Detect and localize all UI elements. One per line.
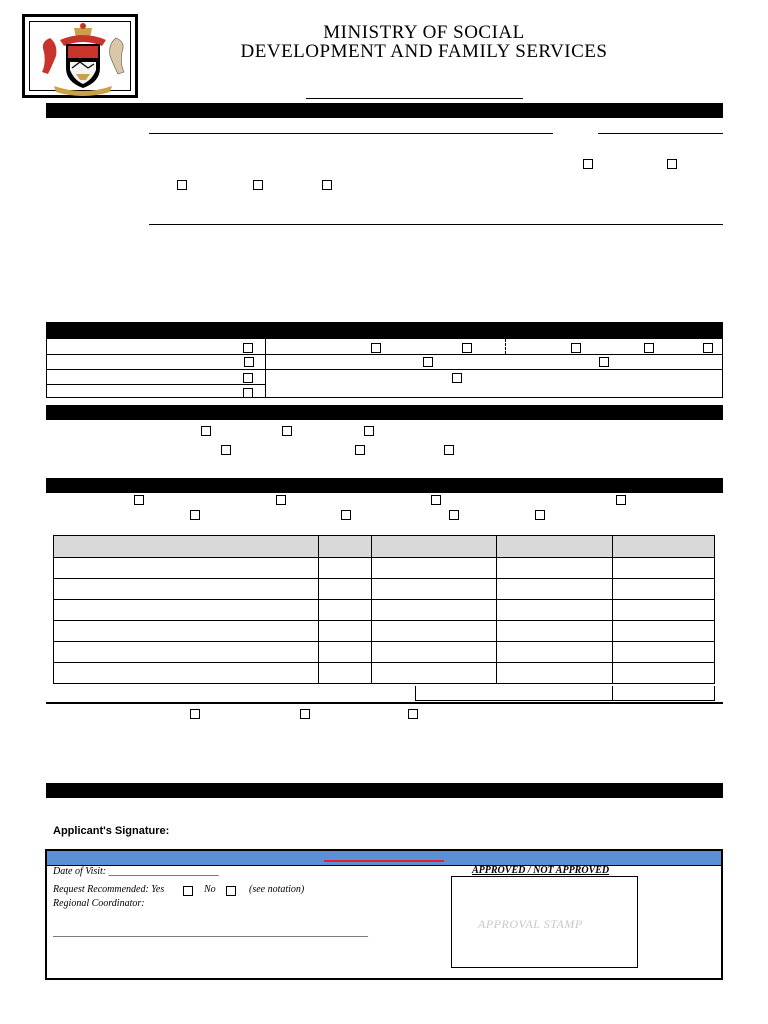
no-label: No	[204, 884, 216, 895]
checkbox-no[interactable]	[226, 886, 236, 896]
date-of-visit-label: Date of Visit: ______________________	[53, 866, 219, 877]
checkbox[interactable]	[571, 343, 581, 353]
checkbox[interactable]	[282, 426, 292, 436]
red-underline	[324, 860, 444, 862]
checkbox[interactable]	[322, 180, 332, 190]
checkbox[interactable]	[364, 426, 374, 436]
checkbox[interactable]	[190, 510, 200, 520]
coat-of-arms-frame	[22, 14, 138, 98]
coat-of-arms-icon	[30, 22, 136, 96]
checkbox[interactable]	[644, 343, 654, 353]
checkbox[interactable]	[599, 357, 609, 367]
table-row[interactable]	[54, 621, 715, 642]
checkbox[interactable]	[703, 343, 713, 353]
coordinator-signature-line: _______________________________________________________________	[53, 927, 368, 938]
notation-label: (see notation)	[249, 884, 305, 895]
date-line[interactable]	[598, 133, 723, 134]
form-title-line	[306, 98, 523, 99]
approval-stamp-text: APPROVAL STAMP	[478, 917, 583, 931]
checkbox[interactable]	[244, 357, 254, 367]
checkbox[interactable]	[431, 495, 441, 505]
table-row[interactable]	[54, 663, 715, 684]
section-2-grid	[46, 338, 723, 398]
divider	[46, 702, 723, 704]
items-table	[53, 535, 715, 684]
checkbox[interactable]	[243, 388, 253, 398]
checkbox[interactable]	[300, 709, 310, 719]
checkbox[interactable]	[134, 495, 144, 505]
checkbox[interactable]	[423, 357, 433, 367]
name-line[interactable]	[149, 133, 553, 134]
table-row[interactable]	[54, 579, 715, 600]
applicant-signature-label: Applicant's Signature:	[53, 825, 170, 837]
total-row	[415, 686, 715, 701]
checkbox[interactable]	[355, 445, 365, 455]
table-header-row	[54, 536, 715, 558]
approval-stamp-box	[451, 876, 638, 968]
checkbox[interactable]	[408, 709, 418, 719]
checkbox[interactable]	[190, 709, 200, 719]
request-recommended-label: Request Recommended: Yes	[53, 884, 165, 895]
checkbox[interactable]	[667, 159, 677, 169]
checkbox[interactable]	[177, 180, 187, 190]
approved-label: APPROVED / NOT APPROVED	[472, 865, 610, 876]
checkbox-yes[interactable]	[183, 886, 193, 896]
checkbox[interactable]	[276, 495, 286, 505]
checkbox[interactable]	[583, 159, 593, 169]
checkbox[interactable]	[616, 495, 626, 505]
section-bar-5	[46, 783, 723, 798]
checkbox[interactable]	[243, 373, 253, 383]
table-row[interactable]	[54, 600, 715, 621]
table-row[interactable]	[54, 558, 715, 579]
checkbox[interactable]	[535, 510, 545, 520]
section-bar-1	[46, 103, 723, 118]
checkbox[interactable]	[449, 510, 459, 520]
checkbox[interactable]	[341, 510, 351, 520]
section-bar-2	[46, 322, 723, 338]
checkbox[interactable]	[371, 343, 381, 353]
office-use-header	[47, 851, 721, 866]
checkbox[interactable]	[201, 426, 211, 436]
checkbox[interactable]	[462, 343, 472, 353]
checkbox[interactable]	[253, 180, 263, 190]
checkbox[interactable]	[444, 445, 454, 455]
regional-coordinator-label: Regional Coordinator:	[53, 898, 145, 909]
checkbox[interactable]	[221, 445, 231, 455]
checkbox[interactable]	[452, 373, 462, 383]
ministry-title-line2: DEVELOPMENT AND FAMILY SERVICES	[240, 41, 608, 62]
section-bar-4	[46, 478, 723, 493]
table-row[interactable]	[54, 642, 715, 663]
section-bar-3	[46, 405, 723, 420]
address-line[interactable]	[149, 224, 723, 225]
checkbox[interactable]	[243, 343, 253, 353]
ministry-title-line1: MINISTRY OF SOCIAL	[323, 22, 525, 43]
